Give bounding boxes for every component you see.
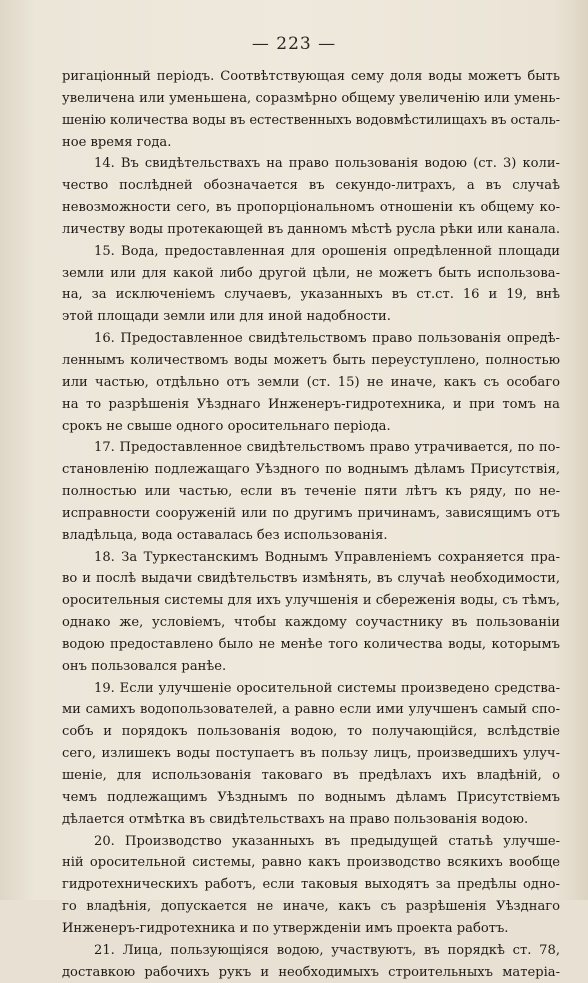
text-line: оросительныя системы для ихъ улучшенія и сбереженія воды, съ тѣмъ, [62,593,560,609]
text-line: леннымъ количествомъ воды можетъ быть переуступлено, полностью [62,352,560,368]
text-line: становленію подлежащаго Уѣздного по воднымъ дѣламъ Присутствія, [62,462,560,478]
text-line: 15. Вода, предоставленная для орошенія опредѣленной площади [94,243,560,259]
text-line: исправности сооруженій или по другимъ причинамъ, зависящимъ отъ [62,505,560,521]
text-line: шенію количества воды въ естественныхъ водовмѣстилищахъ въ осталь- [62,112,560,128]
text-line: ригаціонный періодъ. Соотвѣтствующая сему доля воды можетъ быть [62,69,560,84]
text-line: полностью или частью, если въ теченіе пяти лѣтъ къ ряду, по не- [62,484,560,500]
text-line: 14. Въ свидѣтельствахъ на право пользованія водою (ст. 3) коли- [94,156,560,172]
text-line: шеніе, для использованія таковаго въ предѣлахъ ихъ владѣній, о [62,768,560,783]
text-line: или частью, отдѣльно отъ земли (ст. 15) не иначе, какъ съ особаго [62,374,560,390]
text-line: срокъ не свыше одного оросительнаго періода. [62,418,391,434]
text-line: увеличена или уменьшена, соразмѣрно общему увеличенію или умень- [62,90,560,106]
text-line: гидротехническихъ работъ, если таковыя выходятъ за предѣлы одно- [62,877,560,893]
body-text [62,66,560,983]
text-line: 20. Производство указанныхъ въ предыдущей статьѣ улучше- [94,833,560,849]
text-line: онъ пользовался ранѣе. [62,658,227,674]
text-line: на то разрѣшенія Уѣзднаго Инженеръ-гидротехника, и при томъ на [62,396,560,412]
page-number: — 223 — [251,34,337,54]
text-line: ми самихъ водопользователей, а равно если ими улучшенъ самый спо- [62,702,560,718]
text-line: доставкою рабочихъ рукъ и необходимыхъ строительныхъ матеріа- [62,964,560,980]
text-line: на, за исключеніемъ случаевъ, указанныхъ въ ст.ст. 16 и 19, внѣ [62,287,560,303]
text-line: земли или для какой либо другой цѣли, не можетъ быть использова- [62,265,560,281]
text-line: Инженеръ-гидротехника и по утвержденіи имъ проекта работъ. [62,920,509,936]
text-line: 21. Лица, пользующіяся водою, участвуютъ, въ порядкѣ ст. 78, [94,942,560,958]
text-line: во и послѣ выдачи свидѣтельствъ измѣнять, въ случаѣ необходимости, [62,571,560,587]
text-line: невозможности сего, въ пропорціональномъ отношеніи къ общему ко- [62,200,560,216]
text-line: собъ и порядокъ пользованія водою, то получающійся, вслѣдствіе [62,724,560,740]
text-line: водою предоставлено было не менѣе того количества воды, которымъ [62,636,560,652]
text-line: дѣлается отмѣтка въ свидѣтельствахъ на право пользованія водою. [62,811,529,827]
text-line: чемъ подлежащимъ Уѣзднымъ по воднымъ дѣламъ Присутствіемъ [62,789,560,805]
text-line: ное время года. [62,134,172,150]
text-line: однако же, условіемъ, чтобы каждому соучастнику въ пользованіи [62,615,560,631]
text-line: ній оросительной системы, равно какъ производство всякихъ вообще [62,855,560,871]
text-line: 18. За Туркестанскимъ Воднымъ Управленіемъ сохраняется пра- [94,549,560,565]
text-line: этой площади земли или для иной надобности. [62,309,391,325]
text-line: 16. Предоставленное свидѣтельствомъ право пользованія опредѣ- [94,331,560,347]
text-line: 19. Если улучшеніе оросительной системы произведено средства- [94,680,560,696]
text-line: го владѣнія, допускается не иначе, какъ съ разрѣшенія Уѣзднаго [62,899,560,915]
text-line: чество послѣдней обозначается въ секундо-литрахъ, а въ случаѣ [62,178,560,194]
text-line: владѣльца, вода оставалась без использованія. [62,527,388,543]
text-line: сего, излишекъ воды поступаетъ въ пользу лицъ, произведшихъ улуч- [62,746,560,762]
text-line: личеству воды протекающей въ данномъ мѣстѣ русла рѣки или канала. [62,221,560,237]
text-line: 17. Предоставленное свидѣтельствомъ право утрачивается, по по- [94,440,560,456]
